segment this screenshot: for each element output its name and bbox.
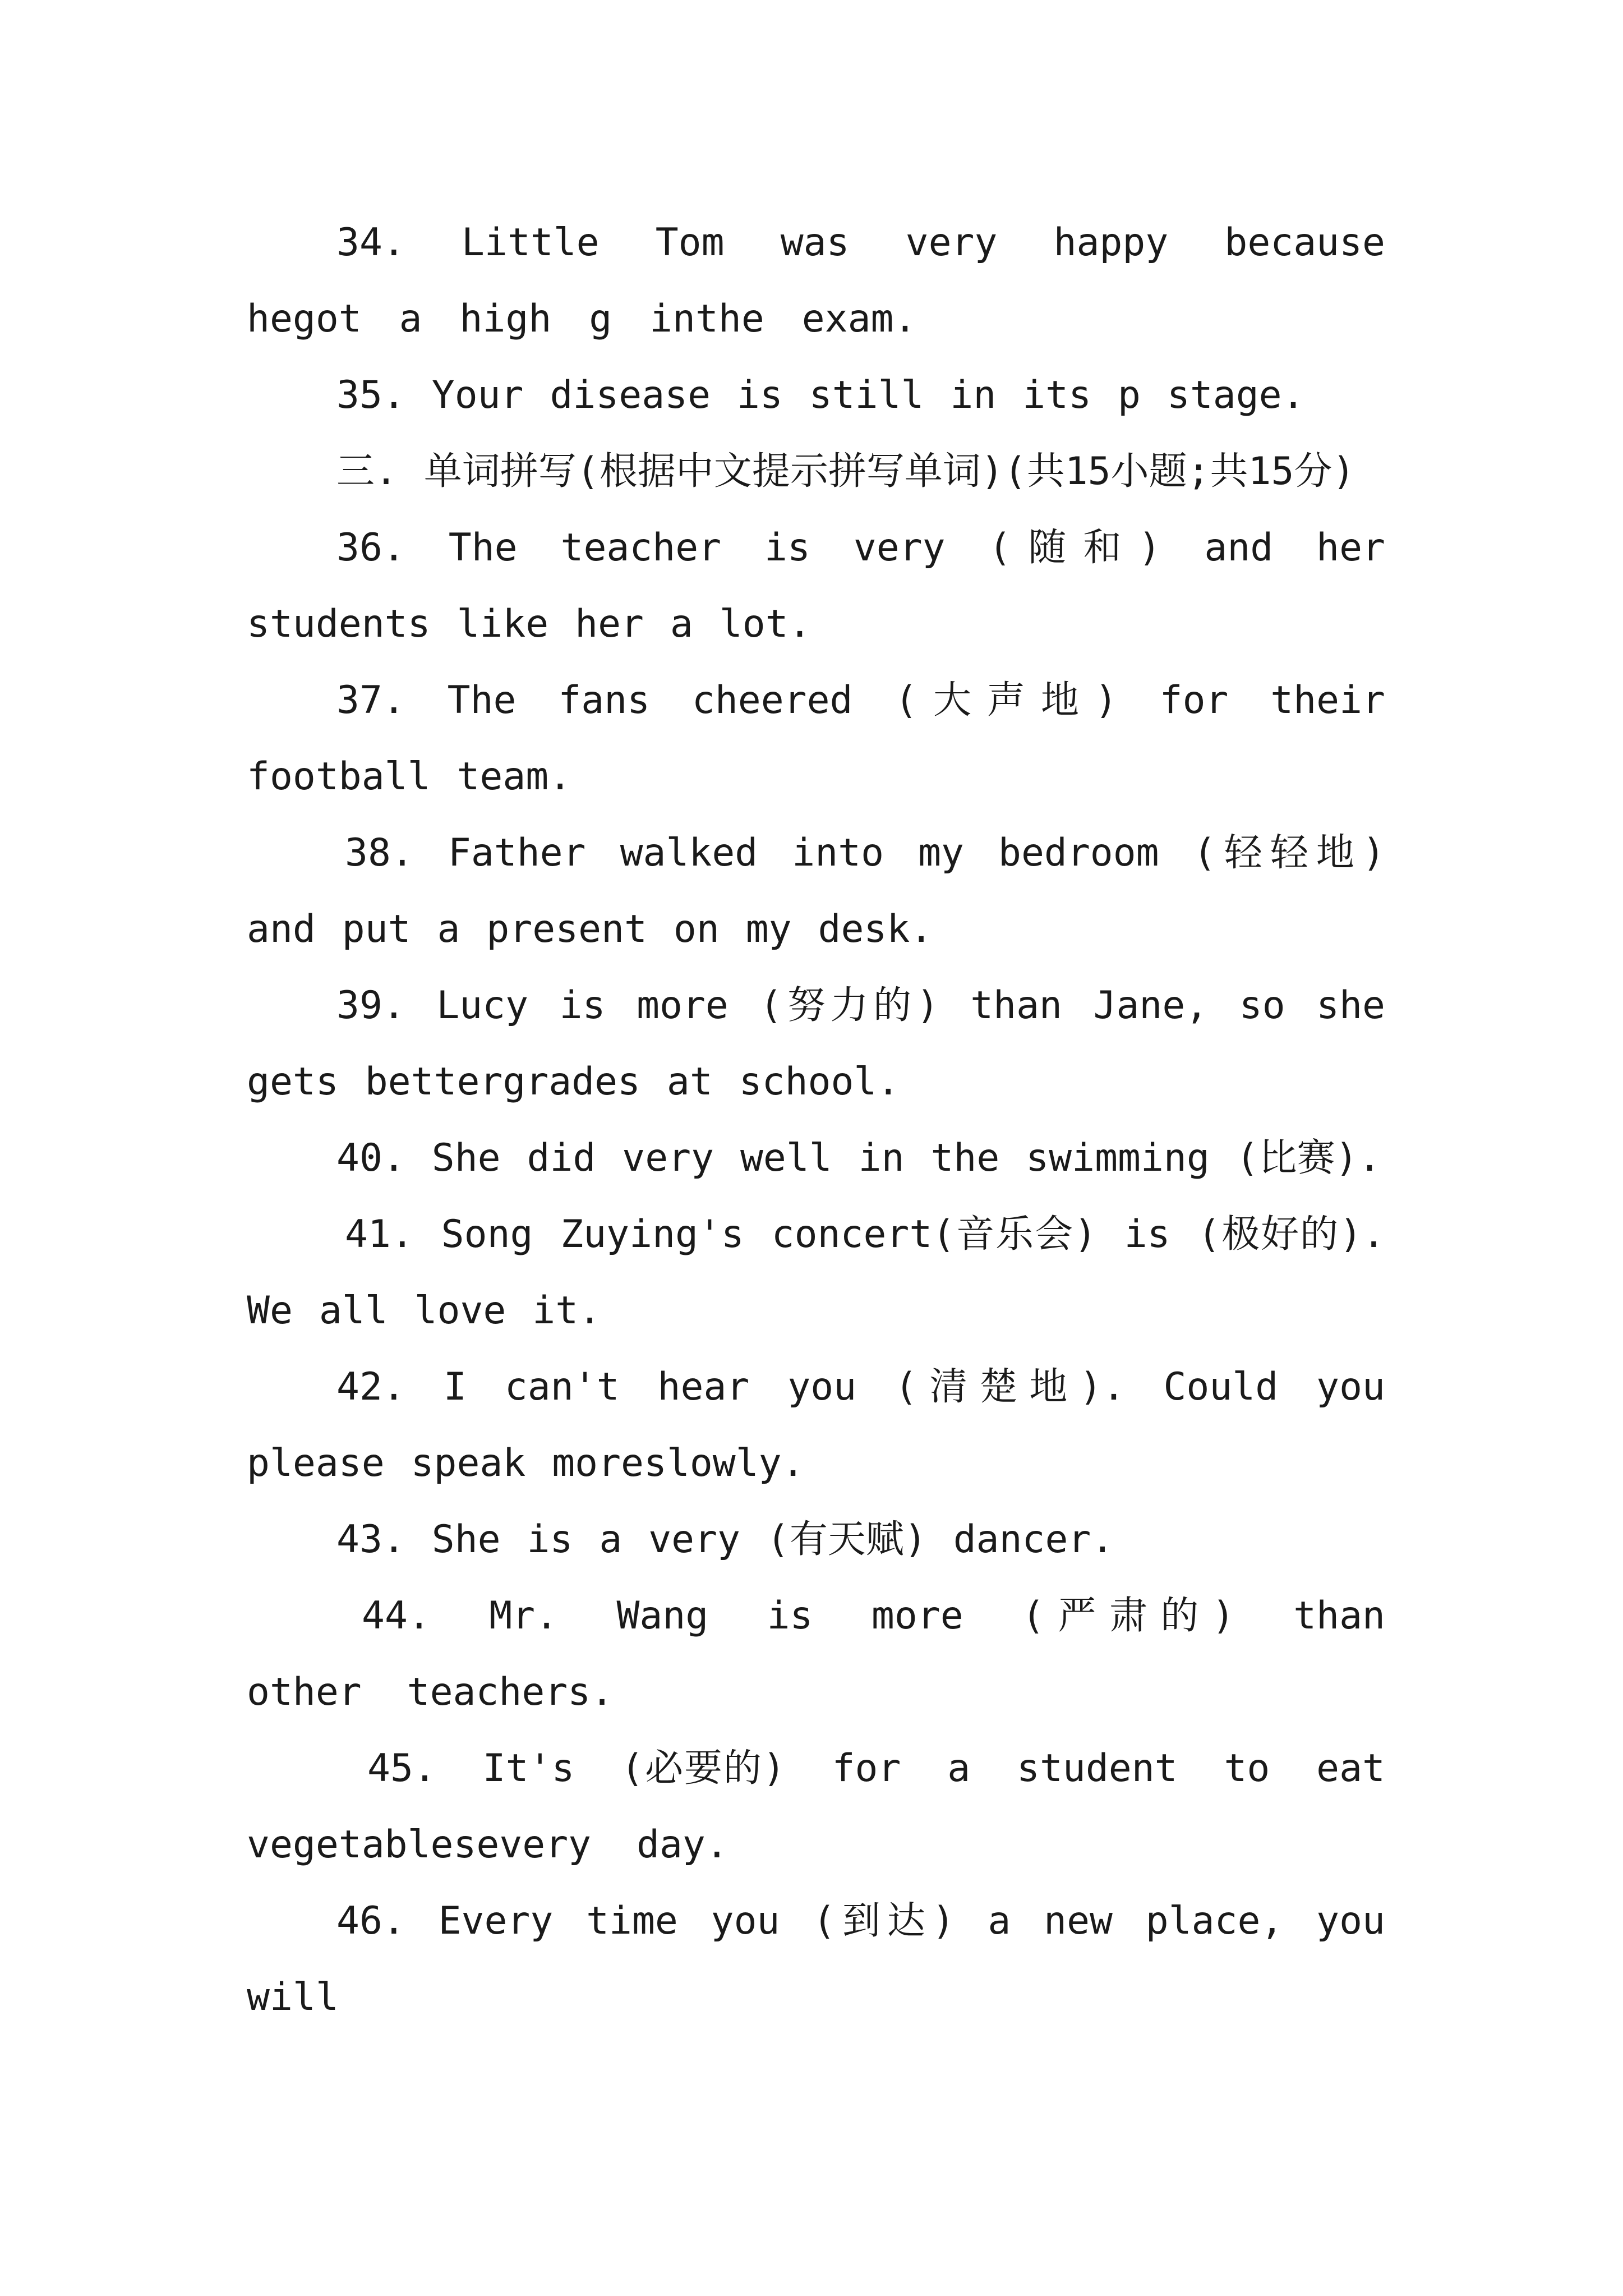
- question-38: 38. Father walked into my bedroom (轻轻地) and put a present on my desk.: [247, 831, 1385, 951]
- question-43: 43. She is a very (有天赋) dancer.: [336, 1517, 1114, 1562]
- question-36: 36. The teacher is very (随和) and her students like her a lot.: [247, 526, 1385, 646]
- question-37: 37. The fans cheered (大声地) for their football team.: [247, 678, 1385, 799]
- question-44: 44. Mr. Wang is more (严肃的) than other teachers.: [247, 1594, 1385, 1714]
- document-body: [247, 205, 1385, 2036]
- question-34: 34. Little Tom was very happy because hegot a high g inthe exam.: [247, 220, 1385, 341]
- question-35: 35. Your disease is still in its p stage.: [336, 373, 1305, 417]
- question-39: 39. Lucy is more (努力的) than Jane, so she gets bettergrades at school.: [247, 983, 1385, 1104]
- question-40: 40. She did very well in the swimming (比赛).: [336, 1136, 1381, 1180]
- question-46: 46. Every time you (到达) a new place, you will: [247, 1899, 1385, 2019]
- section-heading: 三. 单词拼写(根据中文提示拼写单词)(共15小题;共15分): [336, 449, 1355, 494]
- question-42: 42. I can't hear you (清楚地). Could you please speak moreslowly.: [247, 1365, 1385, 1485]
- question-45: 45. It's (必要的) for a student to eat vegetablesevery day.: [247, 1746, 1385, 1867]
- question-41: 41. Song Zuying's concert(音乐会) is (极好的). We all love it.: [247, 1212, 1385, 1333]
